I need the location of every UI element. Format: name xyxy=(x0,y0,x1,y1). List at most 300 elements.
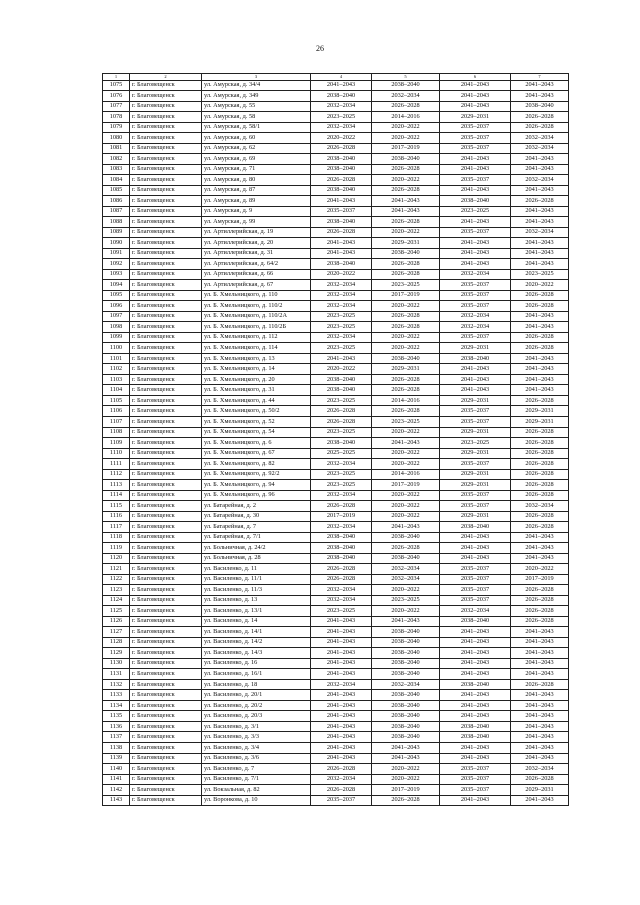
row-number-cell: 1094 xyxy=(103,280,130,291)
city-cell: г. Благовещенск xyxy=(130,259,202,270)
address-cell: ул. Василенко, д. 7/1 xyxy=(202,774,311,785)
column-header: 4 xyxy=(311,74,372,81)
period-cell-5: 2038–2040 xyxy=(372,690,440,701)
table-row xyxy=(103,301,569,312)
page-number: 26 xyxy=(316,44,324,53)
row-number-cell: 1119 xyxy=(103,543,130,554)
table-row xyxy=(103,564,569,575)
row-number-cell: 1092 xyxy=(103,259,130,270)
row-number-cell: 1076 xyxy=(103,91,130,102)
column-header: 7 xyxy=(511,74,569,81)
row-number-cell: 1128 xyxy=(103,637,130,648)
period-cell-7: 2020–2022 xyxy=(511,564,569,575)
period-cell-6: 2035–2037 xyxy=(440,764,511,775)
row-number-cell: 1078 xyxy=(103,112,130,123)
table-row xyxy=(103,227,569,238)
period-cell-6: 2029–2031 xyxy=(440,511,511,522)
address-cell: ул. Б. Хмельницкого, д. 14 xyxy=(202,364,311,375)
period-cell-4: 2026–2028 xyxy=(311,574,372,585)
period-cell-6: 2041–2043 xyxy=(440,91,511,102)
period-cell-6: 2029–2031 xyxy=(440,395,511,406)
period-cell-7: 2041–2043 xyxy=(511,543,569,554)
period-cell-7: 2032–2034 xyxy=(511,227,569,238)
period-cell-7: 2032–2034 xyxy=(511,175,569,186)
row-number-cell: 1086 xyxy=(103,196,130,207)
period-cell-4: 2020–2022 xyxy=(311,133,372,144)
row-number-cell: 1135 xyxy=(103,711,130,722)
period-cell-6: 2041–2043 xyxy=(440,259,511,270)
period-cell-6: 2032–2034 xyxy=(440,269,511,280)
city-cell: г. Благовещенск xyxy=(130,595,202,606)
city-cell: г. Благовещенск xyxy=(130,511,202,522)
city-cell: г. Благовещенск xyxy=(130,238,202,249)
address-cell: ул. Вокзальная, д. 82 xyxy=(202,785,311,796)
period-cell-4: 2032–2034 xyxy=(311,774,372,785)
table-row xyxy=(103,269,569,280)
table-row xyxy=(103,490,569,501)
period-cell-7: 2026–2028 xyxy=(511,459,569,470)
period-cell-5: 2020–2022 xyxy=(372,606,440,617)
table-row xyxy=(103,690,569,701)
table-row xyxy=(103,637,569,648)
address-cell: ул. Артиллерийская, д. 20 xyxy=(202,238,311,249)
table-row xyxy=(103,248,569,259)
city-cell: г. Благовещенск xyxy=(130,585,202,596)
row-number-cell: 1136 xyxy=(103,721,130,732)
period-cell-4: 2023–2025 xyxy=(311,311,372,322)
period-cell-4: 2032–2034 xyxy=(311,122,372,133)
city-cell: г. Благовещенск xyxy=(130,637,202,648)
row-number-cell: 1105 xyxy=(103,395,130,406)
city-cell: г. Благовещенск xyxy=(130,448,202,459)
period-cell-5: 2020–2022 xyxy=(372,227,440,238)
period-cell-6: 2035–2037 xyxy=(440,774,511,785)
period-cell-6: 2032–2034 xyxy=(440,606,511,617)
city-cell: г. Благовещенск xyxy=(130,185,202,196)
row-number-cell: 1099 xyxy=(103,332,130,343)
city-cell: г. Благовещенск xyxy=(130,175,202,186)
row-number-cell: 1093 xyxy=(103,269,130,280)
period-cell-4: 2032–2034 xyxy=(311,301,372,312)
table-row xyxy=(103,658,569,669)
period-cell-4: 2025–2025 xyxy=(311,448,372,459)
row-number-cell: 1117 xyxy=(103,522,130,533)
city-cell: г. Благовещенск xyxy=(130,753,202,764)
period-cell-5: 2017–2019 xyxy=(372,785,440,796)
period-cell-4: 2032–2034 xyxy=(311,459,372,470)
city-cell: г. Благовещенск xyxy=(130,364,202,375)
period-cell-6: 2029–2031 xyxy=(440,480,511,491)
table-row xyxy=(103,679,569,690)
period-cell-4: 2041–2043 xyxy=(311,742,372,753)
city-cell: г. Благовещенск xyxy=(130,501,202,512)
address-cell: ул. Артиллерийская, д. 19 xyxy=(202,227,311,238)
address-cell: ул. Василенко, д. 14/2 xyxy=(202,637,311,648)
period-cell-6: 2029–2031 xyxy=(440,343,511,354)
period-cell-6: 2035–2037 xyxy=(440,290,511,301)
period-cell-5: 2020–2022 xyxy=(372,301,440,312)
period-cell-4: 2041–2043 xyxy=(311,690,372,701)
period-cell-5: 2038–2040 xyxy=(372,669,440,680)
period-cell-4: 2023–2025 xyxy=(311,606,372,617)
address-cell: ул. Василенко, д. 13/1 xyxy=(202,606,311,617)
row-number-cell: 1118 xyxy=(103,532,130,543)
period-cell-7: 2026–2028 xyxy=(511,343,569,354)
period-cell-5: 2026–2028 xyxy=(372,185,440,196)
row-number-cell: 1111 xyxy=(103,459,130,470)
address-cell: ул. Артиллерийская, д. 64/2 xyxy=(202,259,311,270)
table-row xyxy=(103,522,569,533)
row-number-cell: 1079 xyxy=(103,122,130,133)
period-cell-4: 2041–2043 xyxy=(311,753,372,764)
period-cell-7: 2026–2028 xyxy=(511,196,569,207)
period-cell-7: 2026–2028 xyxy=(511,301,569,312)
address-cell: ул. Амурская, д. 80 xyxy=(202,175,311,186)
period-cell-7: 2041–2043 xyxy=(511,238,569,249)
address-cell: ул. Василенко, д. 20/2 xyxy=(202,700,311,711)
period-cell-7: 2041–2043 xyxy=(511,206,569,217)
table-row xyxy=(103,480,569,491)
period-cell-5: 2026–2028 xyxy=(372,259,440,270)
period-cell-5: 2014–2016 xyxy=(372,469,440,480)
row-number-cell: 1142 xyxy=(103,785,130,796)
table-row xyxy=(103,532,569,543)
table-row xyxy=(103,385,569,396)
period-cell-4: 2020–2022 xyxy=(311,364,372,375)
address-cell: ул. Амурская, д. 9 xyxy=(202,206,311,217)
period-cell-5: 2026–2028 xyxy=(372,217,440,228)
period-cell-7: 2041–2043 xyxy=(511,700,569,711)
city-cell: г. Благовещенск xyxy=(130,648,202,659)
city-cell: г. Благовещенск xyxy=(130,627,202,638)
address-cell: ул. Б. Хмельницкого, д. 110/2А xyxy=(202,311,311,322)
period-cell-4: 2041–2043 xyxy=(311,616,372,627)
row-number-cell: 1138 xyxy=(103,742,130,753)
period-cell-5: 2038–2040 xyxy=(372,80,440,91)
row-number-cell: 1109 xyxy=(103,438,130,449)
column-header: 6 xyxy=(440,74,511,81)
period-cell-5: 2026–2028 xyxy=(372,374,440,385)
address-cell: ул. Амурская, д. 87 xyxy=(202,185,311,196)
row-number-cell: 1115 xyxy=(103,501,130,512)
period-cell-4: 2017–2019 xyxy=(311,511,372,522)
period-cell-5: 2038–2040 xyxy=(372,732,440,743)
column-header: 1 xyxy=(103,74,130,81)
period-cell-5: 2029–2031 xyxy=(372,364,440,375)
address-cell: ул. Б. Хмельницкого, д. 54 xyxy=(202,427,311,438)
period-cell-5: 2038–2040 xyxy=(372,353,440,364)
table-row xyxy=(103,459,569,470)
period-cell-4: 2020–2022 xyxy=(311,269,372,280)
row-number-cell: 1122 xyxy=(103,574,130,585)
city-cell: г. Благовещенск xyxy=(130,301,202,312)
table-row xyxy=(103,764,569,775)
period-cell-4: 2026–2028 xyxy=(311,785,372,796)
period-cell-5: 2038–2040 xyxy=(372,700,440,711)
address-cell: ул. Амурская, д. 55 xyxy=(202,101,311,112)
period-cell-5: 2020–2022 xyxy=(372,133,440,144)
address-cell: ул. Б. Хмельницкого, д. 110/2Б xyxy=(202,322,311,333)
period-cell-6: 2035–2037 xyxy=(440,143,511,154)
period-cell-4: 2026–2028 xyxy=(311,175,372,186)
city-cell: г. Благовещенск xyxy=(130,427,202,438)
row-number-cell: 1075 xyxy=(103,80,130,91)
city-cell: г. Благовещенск xyxy=(130,469,202,480)
period-cell-6: 2032–2034 xyxy=(440,311,511,322)
address-cell: ул. Василенко, д. 14/1 xyxy=(202,627,311,638)
city-cell: г. Благовещенск xyxy=(130,669,202,680)
city-cell: г. Благовещенск xyxy=(130,353,202,364)
period-cell-5: 2041–2043 xyxy=(372,196,440,207)
period-cell-7: 2041–2043 xyxy=(511,721,569,732)
period-cell-7: 2041–2043 xyxy=(511,385,569,396)
address-cell: ул. Амурская, д. 89 xyxy=(202,196,311,207)
address-cell: ул. Б. Хмельницкого, д. 114 xyxy=(202,343,311,354)
table-row xyxy=(103,364,569,375)
period-cell-7: 2041–2043 xyxy=(511,553,569,564)
row-number-cell: 1077 xyxy=(103,101,130,112)
city-cell: г. Благовещенск xyxy=(130,217,202,228)
row-number-cell: 1140 xyxy=(103,764,130,775)
row-number-cell: 1127 xyxy=(103,627,130,638)
city-cell: г. Благовещенск xyxy=(130,522,202,533)
table-row xyxy=(103,427,569,438)
city-cell: г. Благовещенск xyxy=(130,785,202,796)
city-cell: г. Благовещенск xyxy=(130,721,202,732)
city-cell: г. Благовещенск xyxy=(130,101,202,112)
period-cell-6: 2041–2043 xyxy=(440,658,511,669)
period-cell-4: 2038–2040 xyxy=(311,185,372,196)
table-row xyxy=(103,585,569,596)
table-row xyxy=(103,259,569,270)
city-cell: г. Благовещенск xyxy=(130,532,202,543)
period-cell-7: 2041–2043 xyxy=(511,690,569,701)
period-cell-5: 2026–2028 xyxy=(372,101,440,112)
row-number-cell: 1124 xyxy=(103,595,130,606)
period-cell-6: 2041–2043 xyxy=(440,238,511,249)
address-cell: ул. Василенко, д. 14/3 xyxy=(202,648,311,659)
period-cell-5: 2038–2040 xyxy=(372,532,440,543)
address-cell: ул. Б. Хмельницкого, д. 20 xyxy=(202,374,311,385)
address-cell: ул. Б. Хмельницкого, д. 112 xyxy=(202,332,311,343)
table-row xyxy=(103,175,569,186)
period-cell-6: 2035–2037 xyxy=(440,227,511,238)
city-cell: г. Благовещенск xyxy=(130,553,202,564)
city-cell: г. Благовещенск xyxy=(130,700,202,711)
period-cell-7: 2026–2028 xyxy=(511,585,569,596)
table-row xyxy=(103,322,569,333)
period-cell-6: 2041–2043 xyxy=(440,648,511,659)
city-cell: г. Благовещенск xyxy=(130,742,202,753)
period-cell-6: 2041–2043 xyxy=(440,80,511,91)
period-cell-6: 2035–2037 xyxy=(440,459,511,470)
period-cell-7: 2026–2028 xyxy=(511,438,569,449)
table-row xyxy=(103,206,569,217)
row-number-cell: 1141 xyxy=(103,774,130,785)
row-number-cell: 1081 xyxy=(103,143,130,154)
period-cell-6: 2023–2025 xyxy=(440,438,511,449)
period-cell-6: 2029–2031 xyxy=(440,427,511,438)
period-cell-4: 2041–2043 xyxy=(311,248,372,259)
city-cell: г. Благовещенск xyxy=(130,480,202,491)
table-row xyxy=(103,290,569,301)
period-cell-5: 2020–2022 xyxy=(372,122,440,133)
address-cell: ул. Б. Хмельницкого, д. 6 xyxy=(202,438,311,449)
table-row xyxy=(103,795,569,806)
address-cell: ул. Амурская, д. 60 xyxy=(202,133,311,144)
table-row xyxy=(103,469,569,480)
city-cell: г. Благовещенск xyxy=(130,112,202,123)
period-cell-6: 2041–2043 xyxy=(440,364,511,375)
city-cell: г. Благовещенск xyxy=(130,459,202,470)
row-number-cell: 1116 xyxy=(103,511,130,522)
period-cell-5: 2020–2022 xyxy=(372,448,440,459)
period-cell-4: 2038–2040 xyxy=(311,91,372,102)
city-cell: г. Благовещенск xyxy=(130,154,202,165)
period-cell-5: 2020–2022 xyxy=(372,501,440,512)
address-cell: ул. Б. Хмельницкого, д. 52 xyxy=(202,417,311,428)
period-cell-7: 2026–2028 xyxy=(511,490,569,501)
period-cell-7: 2026–2028 xyxy=(511,511,569,522)
row-number-cell: 1083 xyxy=(103,164,130,175)
period-cell-5: 2038–2040 xyxy=(372,248,440,259)
city-cell: г. Благовещенск xyxy=(130,774,202,785)
period-cell-4: 2041–2043 xyxy=(311,353,372,364)
period-cell-7: 2041–2043 xyxy=(511,711,569,722)
period-cell-4: 2032–2034 xyxy=(311,290,372,301)
row-number-cell: 1095 xyxy=(103,290,130,301)
city-cell: г. Благовещенск xyxy=(130,616,202,627)
period-cell-6: 2038–2040 xyxy=(440,732,511,743)
table-row xyxy=(103,185,569,196)
period-cell-6: 2041–2043 xyxy=(440,185,511,196)
row-number-cell: 1082 xyxy=(103,154,130,165)
row-number-cell: 1096 xyxy=(103,301,130,312)
period-cell-6: 2041–2043 xyxy=(440,101,511,112)
table-row xyxy=(103,217,569,228)
period-cell-4: 2041–2043 xyxy=(311,648,372,659)
table-row xyxy=(103,112,569,123)
city-cell: г. Благовещенск xyxy=(130,690,202,701)
column-header: 2 xyxy=(130,74,202,81)
row-number-cell: 1123 xyxy=(103,585,130,596)
period-cell-6: 2038–2040 xyxy=(440,353,511,364)
period-cell-5: 2029–2031 xyxy=(372,238,440,249)
period-cell-5: 2041–2043 xyxy=(372,616,440,627)
period-cell-6: 2038–2040 xyxy=(440,196,511,207)
period-cell-4: 2041–2043 xyxy=(311,732,372,743)
row-number-cell: 1113 xyxy=(103,480,130,491)
period-cell-6: 2041–2043 xyxy=(440,627,511,638)
table-row xyxy=(103,311,569,322)
table-row xyxy=(103,80,569,91)
period-cell-7: 2041–2043 xyxy=(511,658,569,669)
period-cell-7: 2026–2028 xyxy=(511,395,569,406)
period-cell-5: 2026–2028 xyxy=(372,795,440,806)
period-cell-5: 2026–2028 xyxy=(372,385,440,396)
address-cell: ул. Василенко, д. 13 xyxy=(202,595,311,606)
city-cell: г. Благовещенск xyxy=(130,164,202,175)
period-cell-7: 2026–2028 xyxy=(511,122,569,133)
period-cell-6: 2041–2043 xyxy=(440,690,511,701)
period-cell-4: 2032–2034 xyxy=(311,679,372,690)
period-cell-6: 2041–2043 xyxy=(440,742,511,753)
period-cell-4: 2038–2040 xyxy=(311,385,372,396)
address-cell: ул. Артиллерийская, д. 66 xyxy=(202,269,311,280)
period-cell-4: 2032–2034 xyxy=(311,522,372,533)
row-number-cell: 1114 xyxy=(103,490,130,501)
period-cell-6: 2035–2037 xyxy=(440,406,511,417)
period-cell-6: 2041–2043 xyxy=(440,795,511,806)
table-row xyxy=(103,511,569,522)
period-cell-5: 2020–2022 xyxy=(372,459,440,470)
row-number-cell: 1087 xyxy=(103,206,130,217)
row-number-cell: 1085 xyxy=(103,185,130,196)
address-cell: ул. Б. Хмельницкого, д. 110 xyxy=(202,290,311,301)
period-cell-6: 2041–2043 xyxy=(440,217,511,228)
address-cell: ул. Амурская, д. 58 xyxy=(202,112,311,123)
table-row xyxy=(103,448,569,459)
period-cell-5: 2041–2043 xyxy=(372,753,440,764)
city-cell: г. Благовещенск xyxy=(130,417,202,428)
period-cell-6: 2035–2037 xyxy=(440,595,511,606)
city-cell: г. Благовещенск xyxy=(130,490,202,501)
period-cell-4: 2038–2040 xyxy=(311,532,372,543)
period-cell-5: 2026–2028 xyxy=(372,269,440,280)
period-cell-7: 2026–2028 xyxy=(511,448,569,459)
period-cell-4: 2026–2028 xyxy=(311,143,372,154)
address-cell: ул. Артиллерийская, д. 31 xyxy=(202,248,311,259)
period-cell-4: 2032–2034 xyxy=(311,585,372,596)
row-number-cell: 1102 xyxy=(103,364,130,375)
row-number-cell: 1131 xyxy=(103,669,130,680)
table-row xyxy=(103,574,569,585)
period-cell-5: 2020–2022 xyxy=(372,175,440,186)
table-row xyxy=(103,732,569,743)
period-cell-4: 2032–2034 xyxy=(311,332,372,343)
city-cell: г. Благовещенск xyxy=(130,732,202,743)
period-cell-4: 2023–2025 xyxy=(311,343,372,354)
period-cell-6: 2035–2037 xyxy=(440,133,511,144)
period-cell-5: 2026–2028 xyxy=(372,311,440,322)
period-cell-6: 2035–2037 xyxy=(440,301,511,312)
period-cell-6: 2041–2043 xyxy=(440,637,511,648)
row-number-cell: 1101 xyxy=(103,353,130,364)
period-cell-5: 2041–2043 xyxy=(372,206,440,217)
address-cell: ул. Б. Хмельницкого, д. 67 xyxy=(202,448,311,459)
period-cell-4: 2038–2040 xyxy=(311,154,372,165)
address-cell: ул. Артиллерийская, д. 67 xyxy=(202,280,311,291)
period-cell-5: 2032–2034 xyxy=(372,679,440,690)
period-cell-6: 2035–2037 xyxy=(440,564,511,575)
period-cell-4: 2032–2034 xyxy=(311,490,372,501)
address-cell: ул. Василенко, д. 3/1 xyxy=(202,721,311,732)
period-cell-6: 2041–2043 xyxy=(440,669,511,680)
row-number-cell: 1108 xyxy=(103,427,130,438)
table-row xyxy=(103,154,569,165)
period-cell-5: 2038–2040 xyxy=(372,648,440,659)
table-row xyxy=(103,543,569,554)
table-row xyxy=(103,406,569,417)
period-cell-6: 2041–2043 xyxy=(440,753,511,764)
table-row xyxy=(103,616,569,627)
period-cell-4: 2026–2028 xyxy=(311,227,372,238)
city-cell: г. Благовещенск xyxy=(130,322,202,333)
period-cell-4: 2023–2025 xyxy=(311,480,372,491)
city-cell: г. Благовещенск xyxy=(130,658,202,669)
period-cell-4: 2023–2025 xyxy=(311,427,372,438)
period-cell-7: 2026–2028 xyxy=(511,427,569,438)
